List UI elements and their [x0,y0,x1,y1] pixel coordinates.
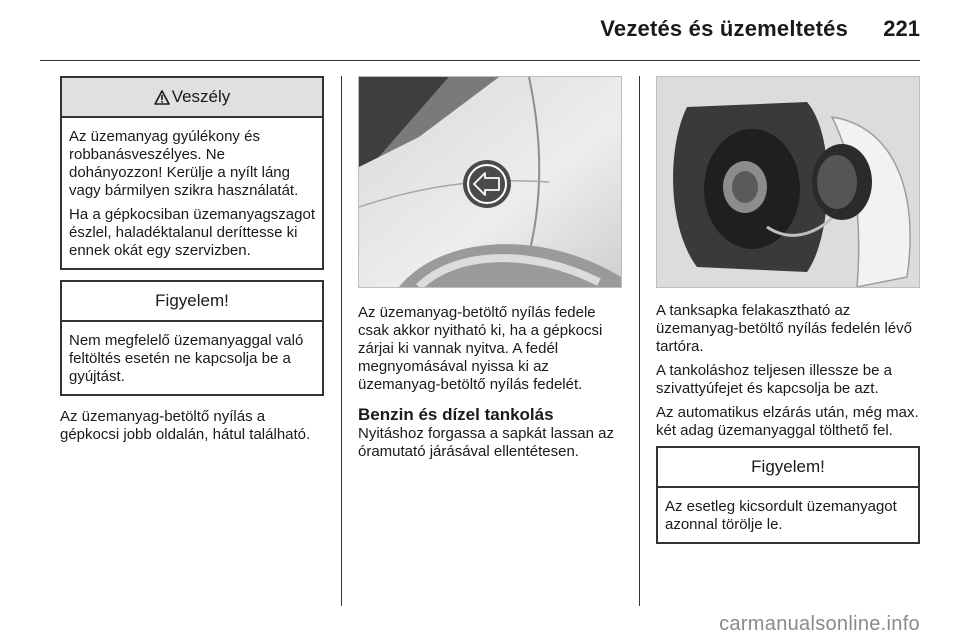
warning-triangle-icon [154,90,170,105]
fuel-door-opening-text: Az üzemanyag-betöltő nyílás fedele csak akkor nyitható ki, ha a gépkocsi zárjai ki vannak nyitva. A fedél megnyomásával nyissa ki az üzemanyag-betöltő nyílás fedelét. [358,304,603,393]
section-heading: Benzin és dízel tankolás [358,405,554,424]
column-3-text [656,302,924,544]
caution-box-2 [656,446,920,544]
danger-box [60,76,324,270]
caution-box-2-header [658,448,918,488]
pump-nozzle-text: A tankoláshoz teljesen illessze be a szivattyúfejet és kapcsolja be azt. [656,362,892,397]
caution-box-title: Figyelem! [155,291,229,310]
danger-paragraph: Ha a gépkocsiban üzemanyagszagot észlel, haladéktalanul deríttesse ki ennek okát egy szervizben. [69,206,315,259]
column-2-text [358,304,626,461]
danger-paragraph: Az üzemanyag gyúlékony és robbanásveszélyes. Ne dohányozzon! Kerülje a nyílt láng vagy bármilyen szikra használatát. [69,128,299,199]
car-rear-illustration [359,77,621,287]
caution-box [60,280,324,396]
caution-text: Nem megfelelő üzemanyaggal való feltöltés esetén ne kapcsolja be a gyújtást. [69,332,304,385]
caution-box-header [62,282,322,322]
auto-shutoff-text: Az automatikus elzárás után, még max. két adag üzemanyaggal tölthető fel. [656,404,919,439]
watermark: carmanualsonline.info [719,613,920,635]
fuel-door-photo [358,76,622,288]
danger-box-header [62,78,322,118]
page-number: 221 [883,16,920,41]
column-1 [60,76,324,444]
caution-2-text: Az esetleg kicsordult üzemanyagot azonnal törölje le. [665,498,897,533]
cap-opening-text: Nyitáshoz forgassa a sapkát lassan az óramutató járásával ellentétesen. [358,425,614,460]
fuel-cap-photo [656,76,920,288]
fuel-filler-location-text: Az üzemanyag-betöltő nyílás a gépkocsi jobb oldalán, hátul található. [60,408,311,443]
column-divider-2 [639,76,640,606]
fuel-cap-illustration [657,77,919,287]
danger-box-title: Veszély [171,87,231,106]
cap-holder-text: A tanksapka felakasztható az üzemanyag-betöltő nyílás fedelén lévő tartóra. [656,302,912,355]
page-header-title: Vezetés és üzemeltetés [600,16,848,41]
column-divider-1 [341,76,342,606]
caution-box-2-title: Figyelem! [751,457,825,476]
caution-box-2-body [658,488,918,542]
header-divider [40,60,920,61]
caution-box-body [62,322,322,394]
danger-box-body [62,118,322,268]
